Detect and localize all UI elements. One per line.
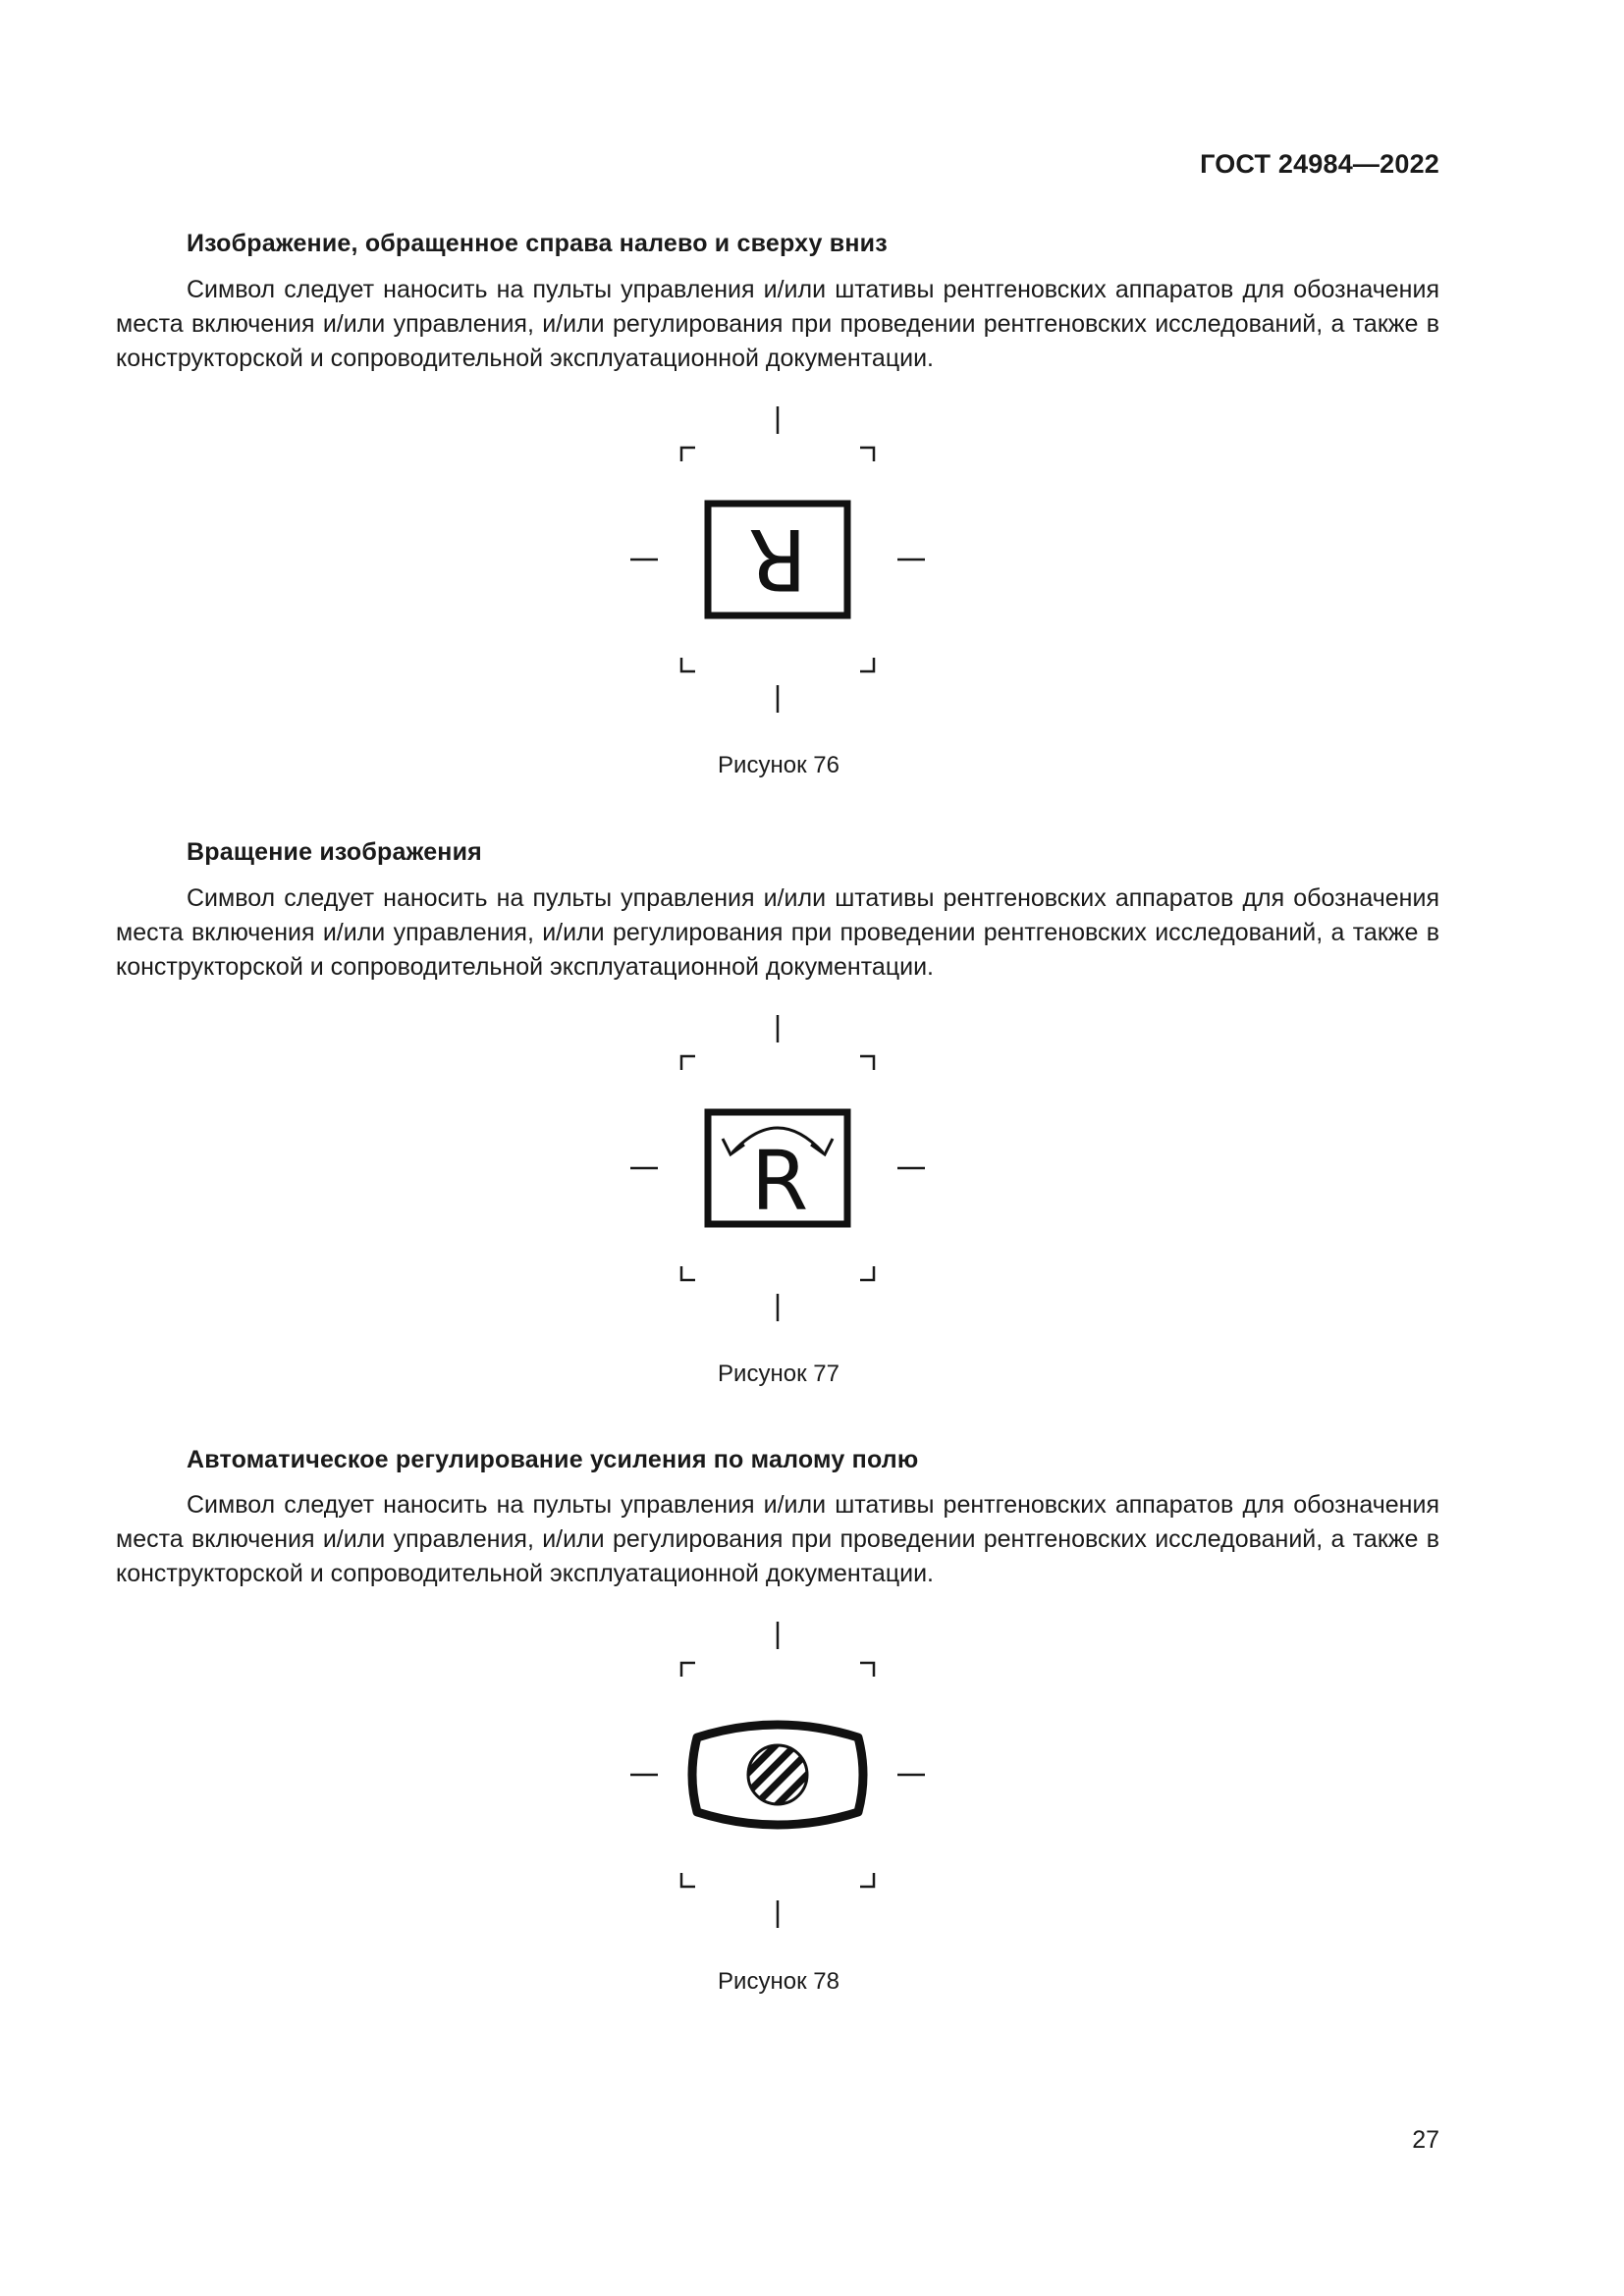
section-heading-auto-gain: Автоматическое регулирование усиления по малому полю bbox=[187, 1446, 919, 1473]
section-text-auto-gain: Символ следует наносить на пульты управления и/или штативы рентгеновских аппаратов для обозначения места включения и/или управления, и/или регулирования при проведении рентгеновских исследований, а также в конструкторской и сопроводительной эксплуатационной документации. bbox=[116, 1491, 1439, 1587]
hatched-field-icon bbox=[731, 1728, 823, 1818]
page-number: 27 bbox=[1412, 2126, 1439, 2154]
figure-76-caption: Рисунок 76 bbox=[718, 752, 839, 778]
section-text-inverted-image: Символ следует наносить на пульты управления и/или штативы рентгеновских аппаратов для обозначения места включения и/или управления, и/или регулирования при проведении рентгеновских исследований, а также в конструкторской и сопроводительной эксплуатационной документации. bbox=[116, 276, 1439, 372]
letter-r: R bbox=[750, 1133, 809, 1229]
section-text-image-rotation: Символ следует наносить на пульты управления и/или штативы рентгеновских аппаратов для обозначения места включения и/или управления, и/или регулирования при проведении рентгеновских исследований, а также в конструкторской и сопроводительной эксплуатационной документации. bbox=[116, 884, 1439, 981]
figure-76-inverted-image-symbol bbox=[611, 402, 945, 717]
figure-77-rotation-symbol bbox=[611, 1011, 945, 1325]
figure-78-auto-gain-symbol bbox=[611, 1618, 945, 1932]
standard-designation: ГОСТ 24984—2022 bbox=[1200, 149, 1439, 179]
figure-78-caption: Рисунок 78 bbox=[718, 1968, 839, 1995]
figure-77-caption: Рисунок 77 bbox=[718, 1361, 839, 1387]
section-heading-inverted-image: Изображение, обращенное справа налево и сверху вниз bbox=[187, 230, 888, 257]
section-heading-image-rotation: Вращение изображения bbox=[187, 838, 482, 866]
inverted-letter-r: R bbox=[748, 509, 807, 608]
